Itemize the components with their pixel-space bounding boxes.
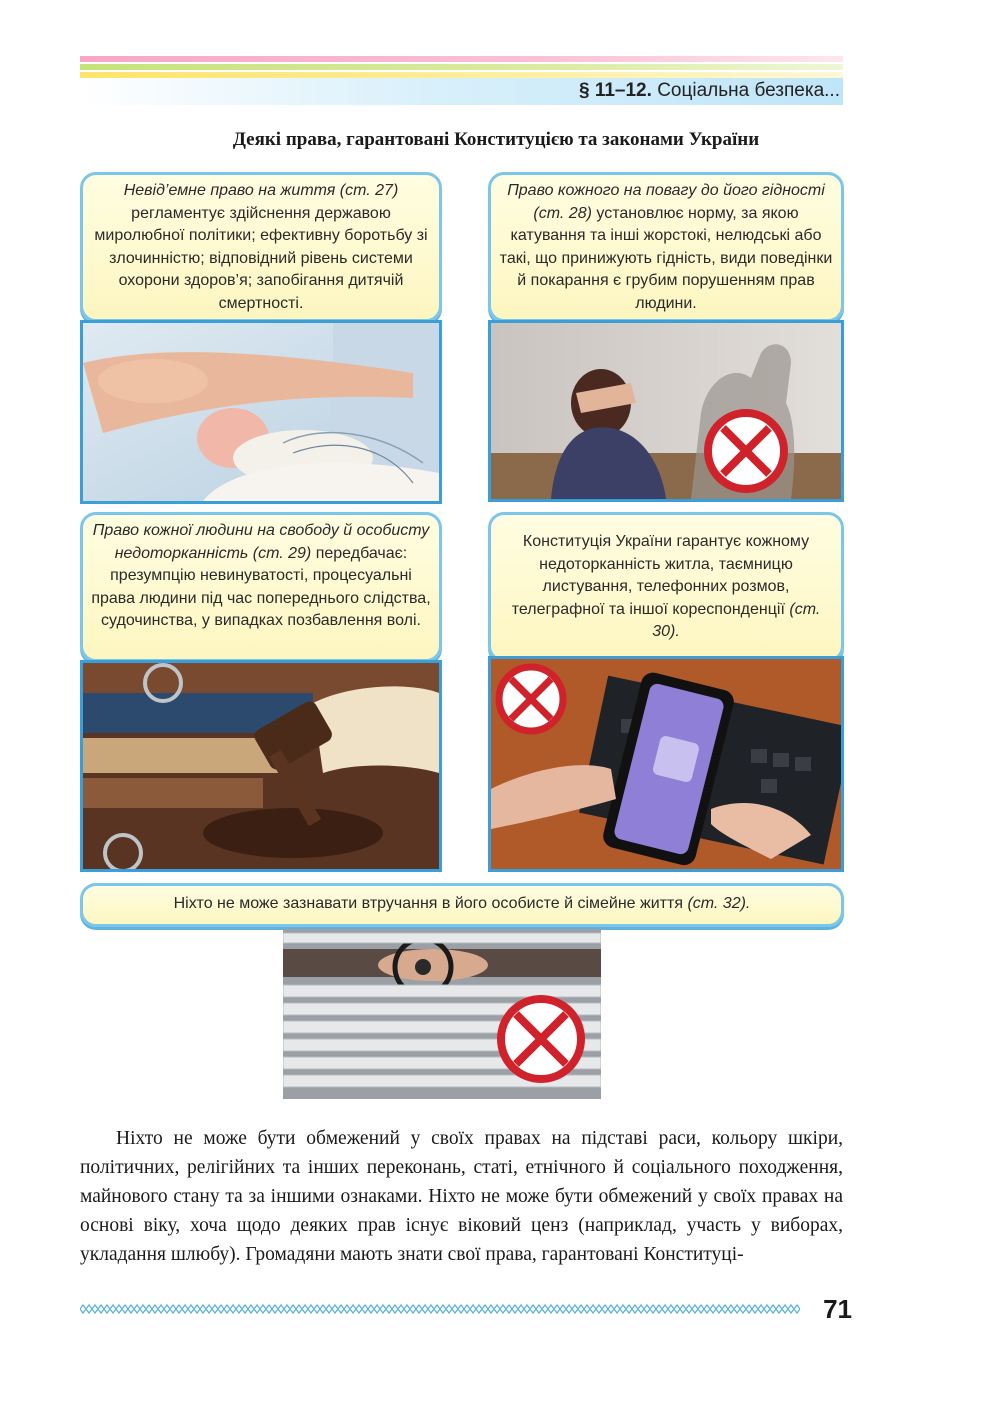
header-stripe-pink bbox=[80, 56, 843, 62]
card-text: Конституція України гарантує кожному недоторканність житла, таємницю листування, телефонних розмов, телеграфної та іншої кореспонденції bbox=[511, 533, 810, 618]
section-title: Соціальна безпека... bbox=[657, 80, 840, 101]
photo-judge-gavel bbox=[80, 660, 442, 872]
running-head bbox=[579, 80, 840, 102]
footer-wave-ornament bbox=[80, 1302, 800, 1316]
section-number: § 11–12. bbox=[578, 80, 652, 101]
card-text: Ніхто не може зазнавати втручання в його особисте й сімейне життя bbox=[173, 895, 683, 912]
header-stripe-green bbox=[80, 64, 843, 70]
photo-violence bbox=[488, 320, 844, 502]
photo-spy-blinds bbox=[283, 929, 601, 1099]
page-title: Деякі права, гарантовані Конституцією та законами України bbox=[232, 129, 760, 150]
page-number: 71 bbox=[823, 1294, 852, 1324]
card-article-ref: Право кожного на повагу до його гідності (ст. 28) bbox=[507, 182, 825, 222]
photo-smartphone bbox=[488, 656, 844, 872]
body-paragraph bbox=[80, 1124, 843, 1269]
card-right-to-freedom bbox=[80, 512, 442, 662]
photo-newborn-incubator bbox=[80, 320, 442, 504]
paragraph-text: Ніхто не може бути обмежений у своїх правах на підставі раси, кольору шкіри, політичних, релігійних та інших переконань, статі, етнічного й соціального походження, майнового стану та за іншими ознаками. Ніхто не може бути обмежений у своїх правах на основі віку, хоча щодо деяких прав існує віковий ценз (наприклад, участь у виборах, укладання шлюбу). Громадяни мають знати свої права, гарантовані Конституці- bbox=[80, 1128, 843, 1265]
card-right-to-dignity bbox=[488, 172, 844, 322]
card-right-to-life bbox=[80, 172, 442, 322]
card-privacy-of-home bbox=[488, 512, 844, 662]
card-text: передбачає: презумпцію невинуватості, процесуальні права людини під час попереднього слідства, судочинства, у випадках позбавлення волі. bbox=[91, 544, 431, 629]
card-text: установлює норму, за якою катування та інші жорстокі, нелюдські або такі, що принижують гідність, види поведінки й покарання є грубим порушенням прав людини. bbox=[499, 204, 833, 312]
card-article-ref: Невід’емне право на життя (ст. 27) bbox=[123, 182, 399, 199]
card-article-ref: (ст. 30). bbox=[652, 600, 821, 640]
card-article-ref: (ст. 32). bbox=[687, 895, 751, 912]
card-article-ref: Право кожної людини на свободу й особисту недоторканність (ст. 29) bbox=[92, 522, 430, 562]
card-text: регламентує здійснення державою миролюбної політики; ефективну боротьбу зі злочинністю; відповідний рівень системи охорони здоров’я; запобігання дитячій смертності. bbox=[94, 204, 428, 312]
card-private-life bbox=[80, 883, 844, 927]
